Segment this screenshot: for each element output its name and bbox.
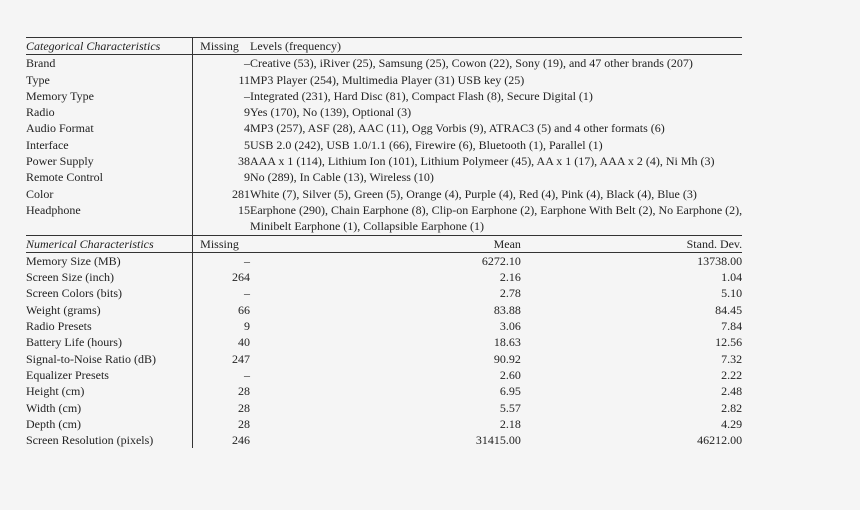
table-row	[26, 351, 742, 367]
numerical-header-row	[26, 235, 742, 252]
mean-cell: 31415.00	[475, 433, 521, 448]
row-label: Signal-to-Noise Ratio (dB)	[26, 351, 193, 367]
mean-cell: 90.92	[493, 351, 521, 366]
table-row	[26, 252, 742, 269]
table-row	[26, 202, 742, 218]
table-row	[26, 120, 742, 136]
sd-cell: 84.45	[715, 302, 743, 317]
row-label: Memory Size (MB)	[26, 252, 193, 269]
missing-cell: 264	[232, 270, 250, 285]
mean-header: Mean	[250, 235, 521, 252]
missing-cell-empty	[193, 218, 251, 235]
sd-cell: 2.48	[721, 384, 743, 399]
row-label: Screen Colors (bits)	[26, 285, 193, 301]
row-label: Interface	[26, 137, 193, 153]
levels-cell: Integrated (231), Hard Disc (81), Compact Flash (8), Secure Digital (1)	[250, 88, 593, 103]
missing-cell: 9	[244, 105, 250, 120]
table-row	[26, 269, 742, 285]
missing-cell: 28	[238, 400, 250, 415]
levels-cell-continued: Minibelt Earphone (1), Collapsible Earphone (1)	[250, 219, 484, 234]
row-label: Memory Type	[26, 88, 193, 104]
missing-cell: –	[193, 252, 251, 269]
row-label: Radio	[26, 104, 193, 120]
mean-cell: 3.06	[499, 319, 521, 334]
sd-cell: 5.10	[721, 286, 743, 301]
row-label: Type	[26, 72, 193, 88]
mean-cell: 6.95	[499, 384, 521, 399]
mean-cell: 2.60	[499, 367, 521, 382]
table-row	[26, 400, 742, 416]
levels-cell: Creative (53), iRiver (25), Samsung (25), Cowon (22), Sony (19), and 47 other brands (207)	[250, 55, 742, 72]
table-row	[26, 383, 742, 399]
row-label-empty	[26, 218, 193, 235]
missing-cell: 40	[238, 335, 250, 350]
table-row-continued	[26, 218, 742, 235]
missing-cell: 247	[232, 351, 250, 366]
mean-cell: 83.88	[493, 302, 521, 317]
missing-cell: 28	[238, 384, 250, 399]
table-row	[26, 367, 742, 383]
table-row	[26, 88, 742, 104]
row-label: Height (cm)	[26, 383, 193, 399]
row-label: Audio Format	[26, 120, 193, 136]
table-row	[26, 416, 742, 432]
table-row	[26, 153, 742, 169]
sd-cell: 7.32	[721, 351, 743, 366]
row-label: Radio Presets	[26, 318, 193, 334]
table-row	[26, 285, 742, 301]
categorical-missing-header: Missing	[193, 38, 251, 55]
sd-header: Stand. Dev.	[521, 235, 742, 252]
numerical-missing-header: Missing	[193, 235, 251, 252]
levels-cell: MP3 Player (254), Multimedia Player (31) USB key (25)	[250, 72, 525, 87]
row-label: Brand	[26, 55, 193, 72]
levels-cell: USB 2.0 (242), USB 1.0/1.1 (66), Firewire (6), Bluetooth (1), Parallel (1)	[250, 137, 603, 152]
mean-cell: 2.18	[499, 416, 521, 431]
sd-cell: 2.82	[721, 400, 743, 415]
missing-cell: 28	[238, 416, 250, 431]
levels-cell: Yes (170), No (139), Optional (3)	[250, 105, 412, 120]
table-row	[26, 318, 742, 334]
missing-cell: 38	[238, 154, 250, 169]
sd-cell: 7.84	[721, 319, 743, 334]
characteristics-table	[26, 37, 742, 448]
table-row	[26, 169, 742, 185]
mean-cell: 6272.10	[250, 252, 521, 269]
missing-cell: –	[244, 88, 250, 103]
table-row	[26, 72, 742, 88]
table-row	[26, 334, 742, 350]
row-label: Screen Size (inch)	[26, 269, 193, 285]
levels-cell: No (289), In Cable (13), Wireless (10)	[250, 170, 434, 185]
mean-cell: 2.78	[499, 286, 521, 301]
sd-cell: 13738.00	[521, 252, 742, 269]
missing-cell: 5	[244, 137, 250, 152]
table-row	[26, 55, 742, 72]
table-row	[26, 302, 742, 318]
row-label: Headphone	[26, 202, 193, 218]
levels-cell: Earphone (290), Chain Earphone (8), Clip-on Earphone (2), Earphone With Belt (2), No Earphone (2),	[250, 202, 743, 217]
sd-cell: 1.04	[721, 270, 743, 285]
missing-cell: 15	[238, 202, 250, 217]
missing-cell: –	[244, 367, 250, 382]
sd-cell: 4.29	[721, 416, 743, 431]
levels-cell: MP3 (257), ASF (28), AAC (11), Ogg Vorbis (9), ATRAC3 (5) and 4 other formats (6)	[250, 121, 665, 136]
levels-cell: White (7), Silver (5), Green (5), Orange (4), Purple (4), Red (4), Pink (4), Black (4), Blue (3)	[250, 186, 697, 201]
table-row	[26, 104, 742, 120]
row-label: Power Supply	[26, 153, 193, 169]
numerical-header-label: Numerical Characteristics	[26, 235, 193, 252]
row-label: Equalizer Presets	[26, 367, 193, 383]
mean-cell: 5.57	[499, 400, 521, 415]
missing-cell: 4	[244, 121, 250, 136]
levels-cell: AAA x 1 (114), Lithium Ion (101), Lithium Polymeer (45), AA x 1 (17), AAA x 2 (4), Ni Mh (3)	[250, 154, 715, 169]
row-label: Color	[26, 186, 193, 202]
sd-cell: 46212.00	[697, 433, 743, 448]
row-label: Width (cm)	[26, 400, 193, 416]
missing-cell: 281	[232, 186, 250, 201]
sd-cell: 12.56	[715, 335, 743, 350]
table-row	[26, 137, 742, 153]
row-label: Screen Resolution (pixels)	[26, 432, 193, 448]
row-label: Battery Life (hours)	[26, 334, 193, 350]
row-label: Depth (cm)	[26, 416, 193, 432]
table-row	[26, 432, 742, 448]
categorical-header-label: Categorical Characteristics	[26, 38, 193, 55]
categorical-header-row	[26, 38, 742, 55]
table-row	[26, 186, 742, 202]
table-body	[26, 38, 742, 449]
mean-cell: 2.16	[499, 270, 521, 285]
missing-cell: 66	[238, 302, 250, 317]
row-label: Weight (grams)	[26, 302, 193, 318]
missing-cell: 9	[244, 319, 250, 334]
sd-cell: 2.22	[721, 367, 743, 382]
missing-cell: 246	[232, 433, 250, 448]
missing-cell: 9	[244, 170, 250, 185]
missing-cell: –	[244, 286, 250, 301]
levels-header: Levels (frequency)	[250, 38, 742, 55]
missing-cell: –	[193, 55, 251, 72]
row-label: Remote Control	[26, 169, 193, 185]
mean-cell: 18.63	[493, 335, 521, 350]
missing-cell: 11	[238, 72, 250, 87]
